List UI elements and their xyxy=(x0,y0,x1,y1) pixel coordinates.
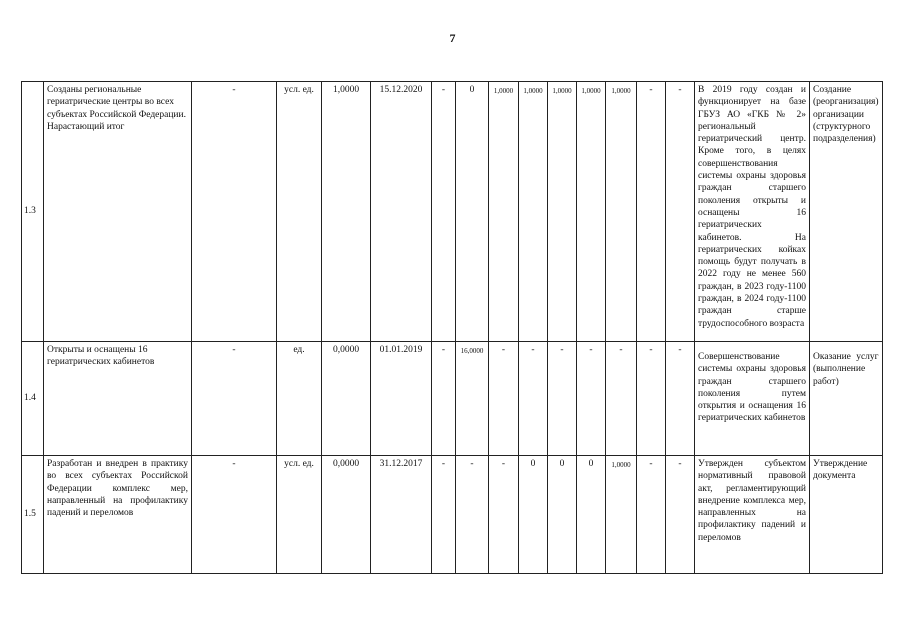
result-cell: Утвержден субъектом нормативный правовой акт, регламентирующий внедрение комплекса мер, направленных на профилактику падений и переломов xyxy=(695,456,810,574)
value-cell: 0 xyxy=(519,456,548,574)
value-cell: 1,0000 xyxy=(548,82,577,342)
row-number: 1.5 xyxy=(22,456,44,574)
value-cell: - xyxy=(577,342,606,456)
indicator-cell: Открыты и оснащены 16 гериатрических кабинетов xyxy=(44,342,192,456)
value-cell: - xyxy=(666,456,695,574)
value-cell: - xyxy=(637,82,666,342)
table-row xyxy=(22,342,883,456)
unit-cell: усл. ед. xyxy=(277,82,322,342)
base-value-cell: 0,0000 xyxy=(322,456,371,574)
row-number: 1.3 xyxy=(22,82,44,342)
base-date-cell: 15.12.2020 xyxy=(371,82,432,342)
base-date-cell: 01.01.2019 xyxy=(371,342,432,456)
table-row xyxy=(22,456,883,574)
value-cell: - xyxy=(548,342,577,456)
result-type-cell: Оказание услуг (выполнение работ) xyxy=(810,342,883,456)
results-table xyxy=(21,81,883,574)
table-row xyxy=(22,82,883,342)
value-cell: 16,0000 xyxy=(456,342,489,456)
value-cell: 1,0000 xyxy=(606,456,637,574)
value-cell: - xyxy=(432,82,456,342)
unit-cell: ед. xyxy=(277,342,322,456)
unit-cell: усл. ед. xyxy=(277,456,322,574)
base-date-cell: 31.12.2017 xyxy=(371,456,432,574)
base-value-cell: 0,0000 xyxy=(322,342,371,456)
value-cell: - xyxy=(456,456,489,574)
value-cell: 1,0000 xyxy=(519,82,548,342)
value-cell: - xyxy=(192,82,277,342)
value-cell: - xyxy=(666,82,695,342)
value-cell: 0 xyxy=(456,82,489,342)
value-cell: - xyxy=(519,342,548,456)
value-cell: 1,0000 xyxy=(577,82,606,342)
value-cell: - xyxy=(192,456,277,574)
base-value-cell: 1,0000 xyxy=(322,82,371,342)
value-cell: - xyxy=(432,342,456,456)
page-number: 7 xyxy=(449,31,456,45)
result-type-cell: Утверждение документа xyxy=(810,456,883,574)
value-cell: - xyxy=(637,456,666,574)
row-number: 1.4 xyxy=(22,342,44,456)
value-cell: 1,0000 xyxy=(606,82,637,342)
result-cell: Совершенствование системы охраны здоровья граждан старшего поколения путем открытия и оснащения 16 гериатрических кабинетов xyxy=(695,342,810,456)
value-cell: - xyxy=(432,456,456,574)
value-cell: 0 xyxy=(548,456,577,574)
value-cell: - xyxy=(606,342,637,456)
result-cell: В 2019 году создан и функционирует на базе ГБУЗ АО «ГКБ № 2» региональный гериатрический центр. Кроме того, в целях совершенствования системы охраны здоровья граждан старшего поколения открыты и оснащены 16 гериатрических кабинетов. На гериатрических койках помощь будут получать в 2022 году не менее 560 граждан, в 2023 году-1100 граждан, в 2024 году-1100 граждан старше трудоспособного возраста xyxy=(695,82,810,342)
indicator-cell: Созданы региональные гериатрические центры во всех субъектах Российской Федерации. Нарастающий итог xyxy=(44,82,192,342)
value-cell: - xyxy=(666,342,695,456)
value-cell: - xyxy=(637,342,666,456)
value-cell: - xyxy=(489,342,519,456)
value-cell: - xyxy=(489,456,519,574)
result-type-cell: Создание (реорганизация) организации (структурного подразделения) xyxy=(810,82,883,342)
value-cell: 0 xyxy=(577,456,606,574)
indicator-cell: Разработан и внедрен в практику во всех субъектах Российской Федерации комплекс мер, направленный на профилактику падений и переломов xyxy=(44,456,192,574)
value-cell: - xyxy=(192,342,277,456)
value-cell: 1,0000 xyxy=(489,82,519,342)
